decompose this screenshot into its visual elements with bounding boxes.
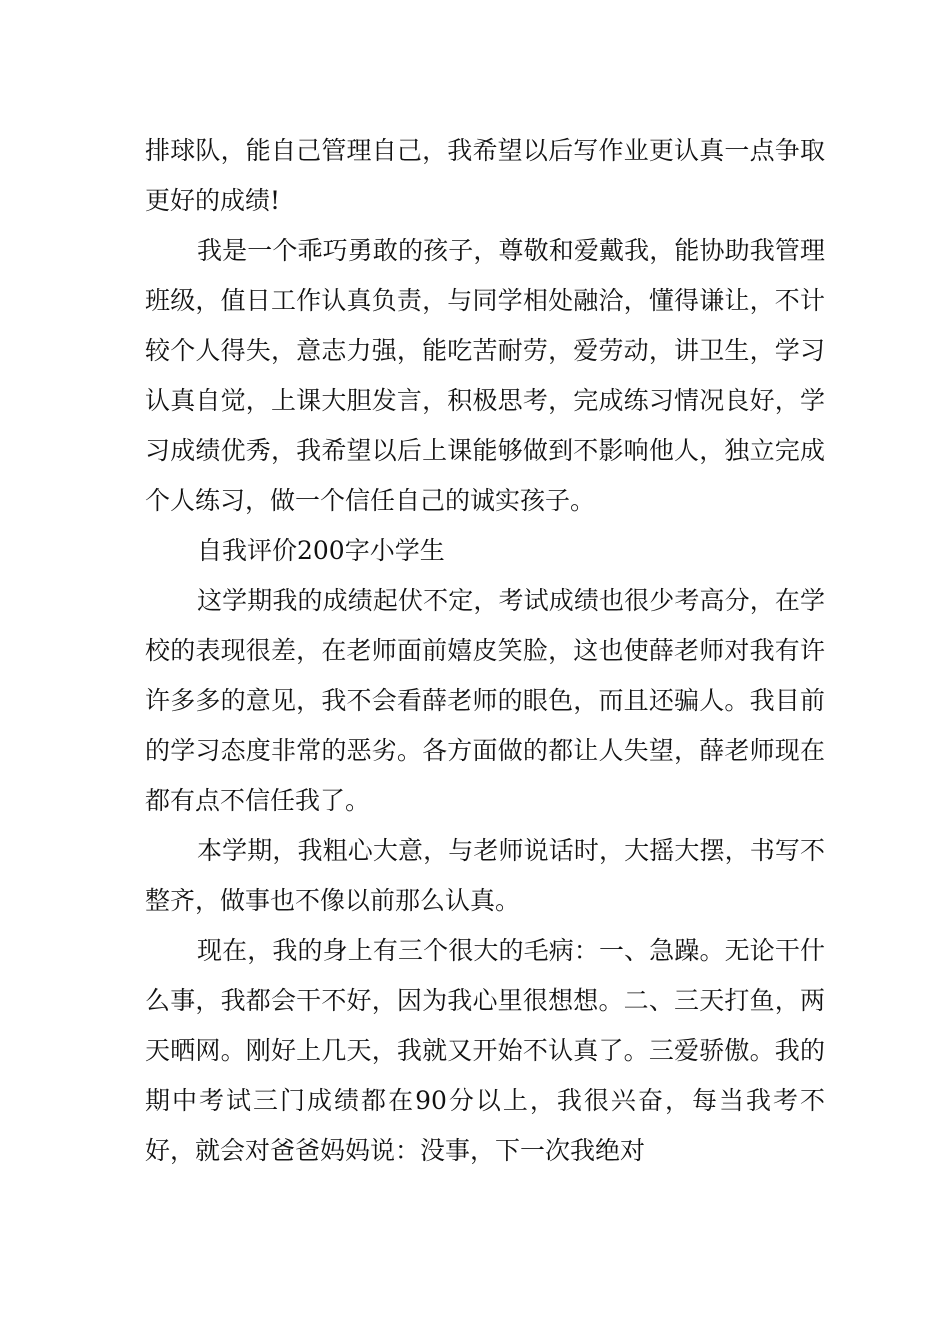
paragraph-2: 我是一个乖巧勇敢的孩子，尊敬和爱戴我，能协助我管理班级，值日工作认真负责，与同学相处融洽，懂得谦让，不计较个人得失，意志力强，能吃苦耐劳，爱劳动，讲卫生，学习认真自觉，上课大胆发言，积极思考，完成练习情况良好，学习成绩优秀，我希望以后上课能够做到不影响他人，独立完成个人练习，做一个信任自己的诚实孩子。 (145, 236, 825, 515)
section-heading: 自我评价200字小学生 (197, 536, 445, 565)
document-body (145, 126, 825, 1176)
paragraph-1: 排球队，能自己管理自己，我希望以后写作业更认真一点争取更好的成绩! (145, 136, 825, 215)
paragraph-3: 这学期我的成绩起伏不定，考试成绩也很少考高分，在学校的表现很差，在老师面前嬉皮笑脸，这也使薛老师对我有许许多多的意见，我不会看薛老师的眼色，而且还骗人。我目前的学习态度非常的恶劣。各方面做的都让人失望，薛老师现在都有点不信任我了。 (145, 586, 825, 815)
paragraph-5: 现在，我的身上有三个很大的毛病：一、急躁。无论干什么事，我都会干不好，因为我心里很想想。二、三天打鱼，两天晒网。刚好上几天，我就又开始不认真了。三爱骄傲。我的期中考试三门成绩都在90分以上，我很兴奋，每当我考不好，就会对爸爸妈妈说：没事，下一次我绝对 (145, 936, 825, 1165)
paragraph-4: 本学期，我粗心大意，与老师说话时，大摇大摆，书写不整齐，做事也不像以前那么认真。 (145, 836, 825, 915)
